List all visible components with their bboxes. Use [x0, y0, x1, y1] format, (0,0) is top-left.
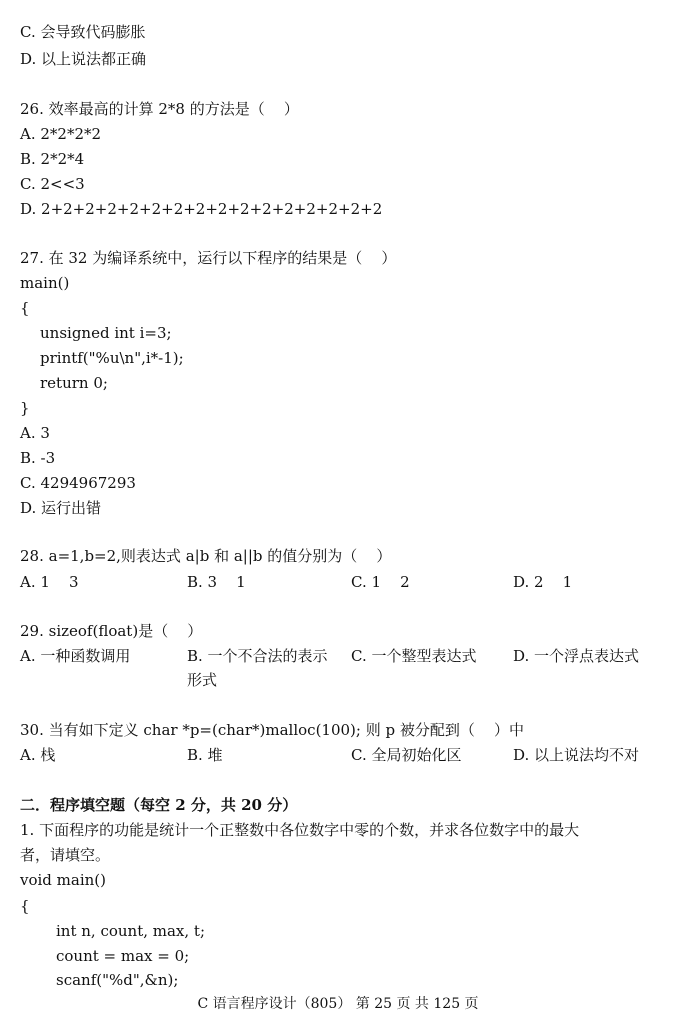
- option-text: B. -3: [20, 449, 56, 467]
- option-c: C. 1 2: [351, 573, 410, 591]
- option-text: A. 2*2*2*2: [20, 125, 102, 143]
- option-text: C. 2<<3: [20, 175, 85, 193]
- question-30: 30. 当有如下定义 char *p=(char*)malloc(100); 则 p 被分配到（ ）中: [20, 721, 524, 739]
- option-c: C. 一个整型表达式: [351, 647, 477, 665]
- option-d: D. 一个浮点表达式: [513, 647, 640, 665]
- question-27: 27. 在 32 为编译系统中，运行以下程序的结果是（ ）: [20, 249, 397, 267]
- option-d: D. 以上说法均不对: [513, 746, 640, 764]
- option-text: D. 2+2+2+2+2+2+2+2+2+2+2+2+2+2+2+2: [20, 200, 383, 218]
- option-c: C. 全局初始化区: [351, 746, 462, 764]
- option-text: D. 运行出错: [20, 499, 102, 517]
- page-footer: C 语言程序设计（805） 第 25 页 共 125 页: [197, 996, 479, 1012]
- code-line: unsigned int i=3;: [40, 324, 172, 342]
- option-a: A. 一种函数调用: [20, 647, 131, 665]
- question-28: 28. a=1,b=2,则表达式 a|b 和 a||b 的值分别为（ ）: [20, 547, 392, 565]
- problem-text: 者，请填空。: [20, 846, 111, 864]
- option-text: C. 4294967293: [20, 474, 136, 492]
- code-line: scanf("%d",&n);: [56, 971, 179, 989]
- code-line: return 0;: [40, 374, 108, 392]
- code-line: main(): [20, 274, 70, 292]
- code-line: {: [20, 897, 30, 915]
- code-line: {: [20, 299, 30, 317]
- code-line: printf("%u\n",i*-1);: [40, 349, 184, 367]
- option-b: B. 一个不合法的表示形式: [187, 647, 328, 689]
- code-line: int n, count, max, t;: [56, 922, 206, 940]
- option-a: A. 1 3: [20, 573, 79, 591]
- option-b: B. 堆: [187, 746, 223, 764]
- question-29: 29. sizeof(float)是（ ）: [20, 622, 203, 640]
- section-heading: 二．程序填空题（每空 2 分，共 20 分）: [20, 796, 298, 814]
- code-line: void main(): [20, 871, 107, 889]
- code-line: }: [20, 399, 30, 417]
- option-text: A. 3: [20, 424, 50, 442]
- option-a: A. 栈: [20, 746, 56, 764]
- problem-text: 1. 下面程序的功能是统计一个正整数中各位数字中零的个数，并求各位数字中的最大: [20, 821, 580, 839]
- option-text: C. 会导致代码膨胀: [20, 23, 146, 41]
- question-26: 26. 效率最高的计算 2*8 的方法是（ ）: [20, 100, 299, 118]
- option-d: D. 2 1: [513, 573, 573, 591]
- option-text: D. 以上说法都正确: [20, 50, 147, 68]
- option-text: B. 2*2*4: [20, 150, 85, 168]
- option-b: B. 3 1: [187, 573, 246, 591]
- code-line: count = max = 0;: [56, 947, 190, 965]
